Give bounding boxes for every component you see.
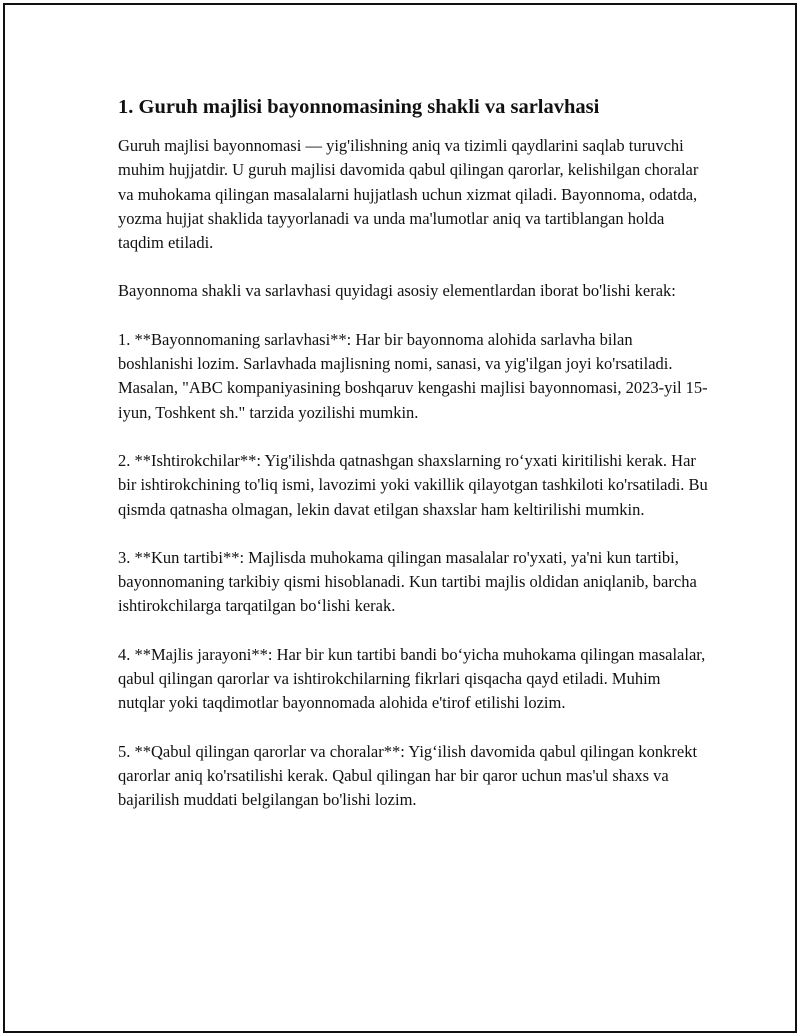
item-proceedings-paragraph: 4. **Majlis jarayoni**: Har bir kun tartibi bandi bo‘yicha muhokama qilingan masalalar, qabul qilingan qarorlar va ishtirokchilarning fikrlari qisqacha qayd etiladi. Muhim nutqlar yoki taqdimotlar bayonnomada alohida e'tirof etilishi lozim. (118, 644, 706, 713)
item-participants-paragraph: 2. **Ishtirokchilar**: Yig'ilishda qatnashgan shaxslarning ro‘yxati kiritilishi kerak. Har bir ishtirokchining to'liq ismi, lavozimi yoki vakillik qilayotgan tashkiloti ko'rsatiladi. Bu qismda qatnasha olmagan, lekin davat etilgan shaxslar ham keltirilishi mumkin. (118, 450, 708, 519)
section-heading: 1. Guruh majlisi bayonnomasining shakli va sarlavhasi (118, 96, 600, 118)
document-body (118, 94, 708, 837)
item-agenda-paragraph: 3. **Kun tartibi**: Majlisda muhokama qilingan masalalar ro'yxati, ya'ni kun tartibi, bayonnomaning tarkibiy qismi hisoblanadi. Kun tartibi majlis oldidan aniqlanib, barcha ishtirokchilarga tarqatilgan bo‘lishi kerak. (118, 547, 697, 616)
item-title-paragraph: 1. **Bayonnomaning sarlavhasi**: Har bir bayonnoma alohida sarlavha bilan boshlanishi lozim. Sarlavhada majlisning nomi, sanasi, va yig'ilgan joyi ko'rsatiladi. Masalan, "ABC kompaniyasining boshqaruv kengashi majlisi bayonnomasi, 2023-yil 15-iyun, Toshkent sh." tarzida yozilishi mumkin. (118, 329, 708, 422)
item-decisions-paragraph: 5. **Qabul qilingan qarorlar va choralar**: Yig‘ilish davomida qabul qilingan konkrekt qarorlar aniq ko'rsatilishi kerak. Qabul qilingan har bir qaror uchun mas'ul shaxs va bajarilish muddati belgilangan bo'lishi lozim. (118, 741, 698, 810)
intro-paragraph: Guruh majlisi bayonnomasi — yig'ilishning aniq va tizimli qaydlarini saqlab turuvchi muhim hujjatdir. U guruh majlisi davomida qabul qilingan qarorlar, kelishilgan choralar va muhokama qilingan masalalarni hujjatlash uchun xizmat qiladi. Bayonnoma, odatda, yozma hujjat shaklida tayyorlanadi va unda ma'lumotlar aniq va tartiblangan holda taqdim etiladi. (118, 136, 699, 253)
elements-intro-paragraph: Bayonnoma shakli va sarlavhasi quyidagi asosiy elementlardan iborat bo'lishi kerak: (118, 281, 676, 301)
